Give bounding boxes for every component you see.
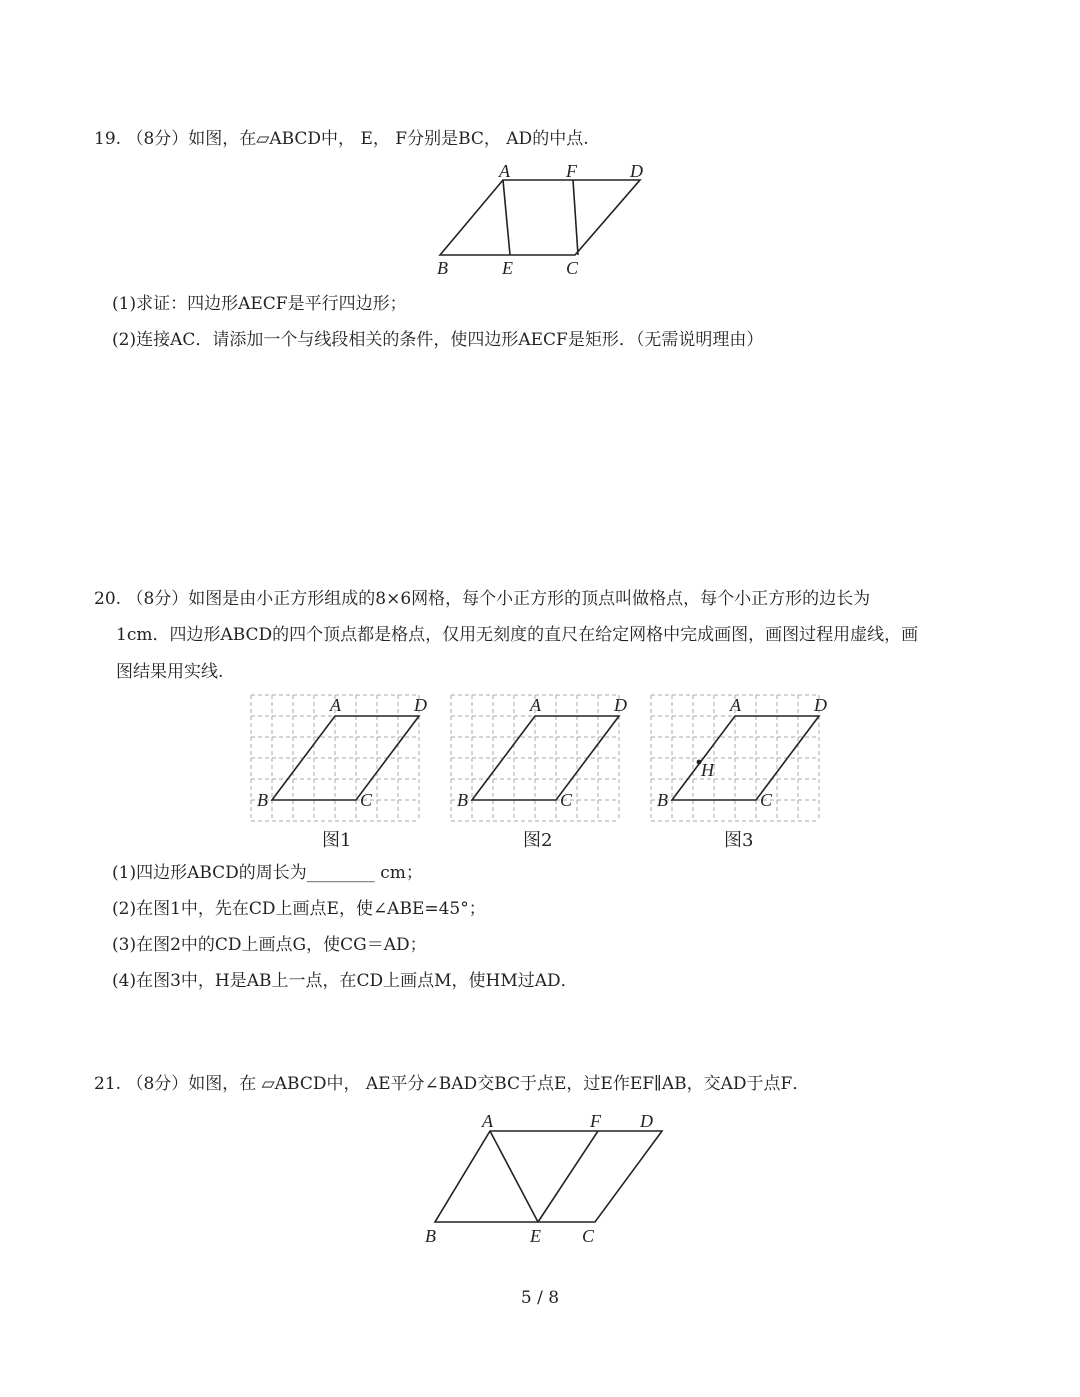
- q21-label-c: C: [582, 1226, 595, 1246]
- q19-statement: 19. （8分）如图，在▱ABCD中， E， F分别是BC， AD的中点.: [94, 129, 589, 149]
- q19-label-f: F: [566, 161, 577, 181]
- q20-grid-figure-1: [248, 692, 438, 827]
- q20-fig2-label-c: C: [560, 790, 573, 810]
- q20-statement-line3: 图结果用实线.: [116, 662, 224, 682]
- q21-parallelogram-abcd: [435, 1131, 662, 1222]
- q19-sub2: (2)连接AC．请添加一个与线段相关的条件，使四边形AECF是矩形．（无需说明理由）: [112, 330, 764, 350]
- q20-caption-fig1: 图1: [322, 830, 352, 851]
- q21-label-a: A: [482, 1111, 493, 1131]
- q19-label-c: C: [566, 258, 579, 278]
- q20-sub1: (1)四边形ABCD的周长为________ cm；: [112, 863, 423, 883]
- q20-fig1-label-d: D: [414, 695, 427, 715]
- q19-label-d: D: [630, 161, 643, 181]
- q19-sub1: (1)求证：四边形AECF是平行四边形；: [112, 294, 407, 314]
- q20-fig3-label-h: H: [701, 760, 714, 780]
- q20-caption-fig3: 图3: [724, 830, 754, 851]
- q20-statement-line1: 20. （8分）如图是由小正方形组成的8×6网格，每个小正方形的顶点叫做格点，每个小正方形的边长为: [94, 589, 871, 609]
- q20-grid-figure-3: [648, 692, 838, 827]
- q20-fig1-label-a: A: [330, 695, 341, 715]
- q19-segment-fc: [573, 180, 578, 255]
- q21-label-f: F: [590, 1111, 601, 1131]
- q20-fig2-label-b: B: [457, 790, 468, 810]
- q19-parallelogram-figure: [430, 158, 660, 283]
- q21-label-b: B: [425, 1226, 436, 1246]
- q21-label-e: E: [530, 1226, 541, 1246]
- q19-parallelogram-abcd: [440, 180, 640, 255]
- q20-fig1-label-b: B: [257, 790, 268, 810]
- page-number: 5 / 8: [520, 1288, 560, 1308]
- q19-segment-ae: [503, 180, 510, 255]
- q20-grid-figure-2: [448, 692, 638, 827]
- q20-fig3-label-d: D: [814, 695, 827, 715]
- q20-fig3-label-c: C: [760, 790, 773, 810]
- q20-fig3-label-a: A: [730, 695, 741, 715]
- q20-statement-line2: 1cm．四边形ABCD的四个顶点都是格点，仅用无刻度的直尺在给定网格中完成画图，画图过程用虚线，画: [116, 625, 919, 645]
- q20-sub2: (2)在图1中，先在CD上画点E，使∠ABE=45°；: [112, 899, 486, 919]
- q21-statement: 21. （8分）如图，在 ▱ABCD中， AE平分∠BAD交BC于点E，过E作EF∥AB，交AD于点F．: [94, 1074, 810, 1094]
- q19-label-b: B: [437, 258, 448, 278]
- q21-label-d: D: [640, 1111, 653, 1131]
- q19-label-e: E: [502, 258, 513, 278]
- q20-fig1-label-c: C: [360, 790, 373, 810]
- q20-fig2-label-a: A: [530, 695, 541, 715]
- q19-label-a: A: [499, 161, 510, 181]
- q20-sub4: (4)在图3中，H是AB上一点，在CD上画点M，使HM过AD．: [112, 971, 578, 991]
- q21-segment-ef: [538, 1131, 598, 1222]
- q20-fig3-label-b: B: [657, 790, 668, 810]
- q21-segment-ae: [490, 1131, 538, 1222]
- q20-fig2-label-d: D: [614, 695, 627, 715]
- q20-caption-fig2: 图2: [523, 830, 553, 851]
- q20-sub3: (3)在图2中的CD上画点G，使CG＝AD；: [112, 935, 427, 955]
- q21-parallelogram-figure: [420, 1106, 670, 1251]
